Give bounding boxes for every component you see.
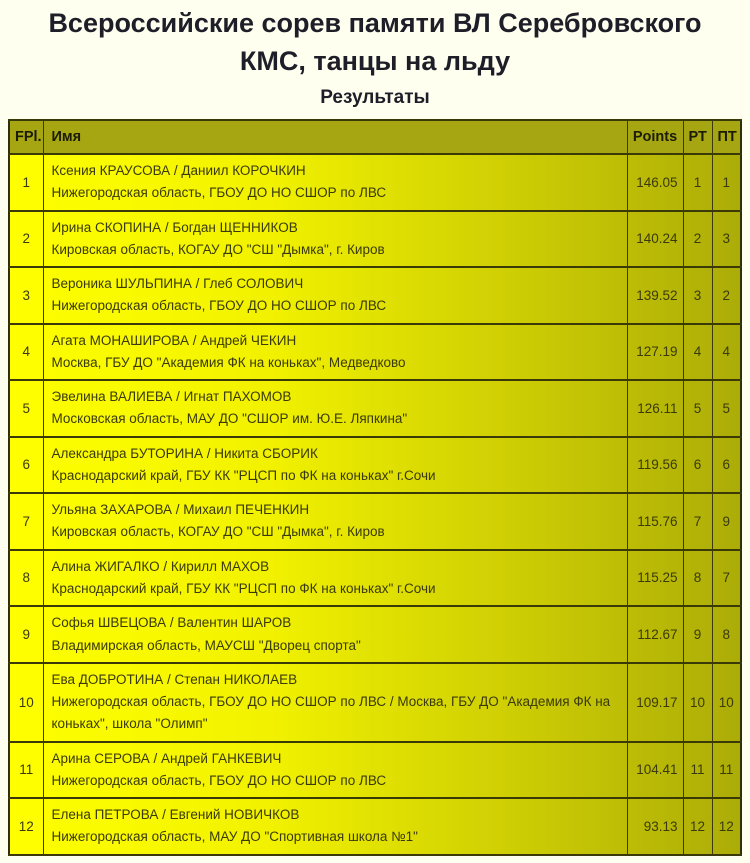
column-header-pt: ПТ [712, 120, 741, 154]
rhythm-dance-place-cell: 1 [683, 154, 712, 211]
points-cell: 112.67 [627, 606, 683, 663]
competitor-cell [43, 798, 627, 855]
result-row [9, 550, 741, 607]
points-cell: 109.17 [627, 663, 683, 742]
free-dance-place-cell: 2 [712, 267, 741, 324]
result-row [9, 154, 741, 211]
competitor-cell [43, 742, 627, 799]
rhythm-dance-place-cell: 10 [683, 663, 712, 742]
rhythm-dance-place-cell: 4 [683, 324, 712, 381]
free-dance-place-cell: 4 [712, 324, 741, 381]
result-row [9, 380, 741, 437]
rhythm-dance-place-cell: 12 [683, 798, 712, 855]
rhythm-dance-place-cell: 11 [683, 742, 712, 799]
competitor-names: Вероника ШУЛЬПИНА / Глеб СОЛОВИЧ [51, 276, 304, 292]
result-row [9, 606, 741, 663]
final-place-cell: 12 [9, 798, 43, 855]
final-place-cell: 10 [9, 663, 43, 742]
competitor-region-club: Нижегородская область, ГБОУ ДО НО СШОР по ЛВС [51, 185, 387, 201]
result-row [9, 324, 741, 381]
result-row [9, 663, 741, 742]
result-row [9, 493, 741, 550]
competitor-region-club: Нижегородская область, ГБОУ ДО НО СШОР по ЛВС / Москва, ГБУ ДО "Академия ФК на коньках", школа "Олимп" [51, 694, 611, 732]
points-cell: 146.05 [627, 154, 683, 211]
free-dance-place-cell: 9 [712, 493, 741, 550]
competition-title: Всероссийские сорев памяти ВЛ Серебровского [48, 8, 702, 38]
competitor-cell [43, 550, 627, 607]
competitor-cell [43, 437, 627, 494]
free-dance-place-cell: 1 [712, 154, 741, 211]
competitor-region-club: Нижегородская область, МАУ ДО "Спортивная школа №1" [51, 829, 418, 845]
competitor-names: Агата МОНАШИРОВА / Андрей ЧЕКИН [51, 332, 297, 348]
rhythm-dance-place-cell: 3 [683, 267, 712, 324]
page-header [0, 0, 750, 111]
competitor-region-club: Краснодарский край, ГБУ КК "РЦСП по ФК на коньках" г.Сочи [51, 580, 436, 596]
results-heading: Результаты [320, 87, 430, 108]
free-dance-place-cell: 11 [712, 742, 741, 799]
competitor-region-club: Нижегородская область, ГБОУ ДО НО СШОР по ЛВС [51, 772, 387, 788]
final-place-cell: 11 [9, 742, 43, 799]
event-title: КМС, танцы на льду [239, 46, 511, 76]
competitor-cell [43, 211, 627, 268]
free-dance-place-cell: 10 [712, 663, 741, 742]
rhythm-dance-place-cell: 5 [683, 380, 712, 437]
result-row [9, 437, 741, 494]
free-dance-place-cell: 12 [712, 798, 741, 855]
final-place-cell: 7 [9, 493, 43, 550]
competitor-names: Ксения КРАУСОВА / Даниил КОРОЧКИН [51, 163, 306, 178]
results-table [8, 119, 742, 856]
final-place-cell: 1 [9, 154, 43, 211]
competitor-cell [43, 663, 627, 742]
final-place-cell: 2 [9, 211, 43, 268]
rhythm-dance-place-cell: 8 [683, 550, 712, 607]
result-row [9, 267, 741, 324]
competitor-cell [43, 606, 627, 663]
competitor-region-club: Краснодарский край, ГБУ КК "РЦСП по ФК на коньках" г.Сочи [51, 467, 436, 483]
points-cell: 140.24 [627, 211, 683, 268]
competitor-region-club: Москва, ГБУ ДО "Академия ФК на коньках", Медведково [51, 354, 406, 370]
results-table-header [9, 120, 741, 154]
competitor-names: Софья ШВЕЦОВА / Валентин ШАРОВ [51, 615, 292, 631]
points-cell: 115.25 [627, 550, 683, 607]
column-header-rt: РТ [683, 120, 712, 154]
competitor-names: Арина СЕРОВА / Андрей ГАНКЕВИЧ [51, 750, 282, 766]
results-table-body [9, 154, 741, 855]
final-place-cell: 3 [9, 267, 43, 324]
points-cell: 119.56 [627, 437, 683, 494]
competitor-names: Эвелина ВАЛИЕВА / Игнат ПАХОМОВ [51, 389, 292, 405]
rhythm-dance-place-cell: 6 [683, 437, 712, 494]
points-cell: 115.76 [627, 493, 683, 550]
points-cell: 126.11 [627, 380, 683, 437]
column-header-name: Имя [43, 120, 627, 154]
points-cell: 127.19 [627, 324, 683, 381]
rhythm-dance-place-cell: 7 [683, 493, 712, 550]
final-place-cell: 8 [9, 550, 43, 607]
competitor-names: Ульяна ЗАХАРОВА / Михаил ПЕЧЕНКИН [51, 502, 310, 518]
competitor-cell [43, 267, 627, 324]
competitor-cell [43, 493, 627, 550]
competitor-names: Александра БУТОРИНА / Никита СБОРИК [51, 445, 318, 461]
free-dance-place-cell: 6 [712, 437, 741, 494]
result-row [9, 211, 741, 268]
final-place-cell: 9 [9, 606, 43, 663]
header-row [9, 120, 741, 154]
competitor-region-club: Нижегородская область, ГБОУ ДО НО СШОР по ЛВС [51, 298, 387, 314]
competitor-region-club: Кировская область, КОГАУ ДО "СШ "Дымка", г. Киров [51, 241, 385, 257]
result-row [9, 798, 741, 855]
final-place-cell: 5 [9, 380, 43, 437]
column-header-points: Points [627, 120, 683, 154]
competitor-names: Елена ПЕТРОВА / Евгений НОВИЧКОВ [51, 807, 300, 823]
final-place-cell: 6 [9, 437, 43, 494]
rhythm-dance-place-cell: 9 [683, 606, 712, 663]
rhythm-dance-place-cell: 2 [683, 211, 712, 268]
points-cell: 104.41 [627, 742, 683, 799]
result-row [9, 742, 741, 799]
points-cell: 139.52 [627, 267, 683, 324]
competitor-names: Ева ДОБРОТИНА / Степан НИКОЛАЕВ [51, 671, 298, 687]
competitor-region-club: Владимирская область, МАУСШ "Дворец спорта" [51, 637, 361, 653]
free-dance-place-cell: 3 [712, 211, 741, 268]
column-header-fpl: FPl. [9, 120, 43, 154]
competitor-names: Ирина СКОПИНА / Богдан ЩЕННИКОВ [51, 219, 298, 235]
competitor-region-club: Московская область, МАУ ДО "СШОР им. Ю.Е. Ляпкина" [51, 411, 408, 427]
competitor-region-club: Кировская область, КОГАУ ДО "СШ "Дымка", г. Киров [51, 524, 385, 540]
competitor-cell [43, 380, 627, 437]
free-dance-place-cell: 5 [712, 380, 741, 437]
free-dance-place-cell: 8 [712, 606, 741, 663]
free-dance-place-cell: 7 [712, 550, 741, 607]
competitor-cell [43, 324, 627, 381]
competitor-cell [43, 154, 627, 211]
competitor-names: Алина ЖИГАЛКО / Кирилл МАХОВ [51, 558, 270, 574]
final-place-cell: 4 [9, 324, 43, 381]
points-cell: 93.13 [627, 798, 683, 855]
